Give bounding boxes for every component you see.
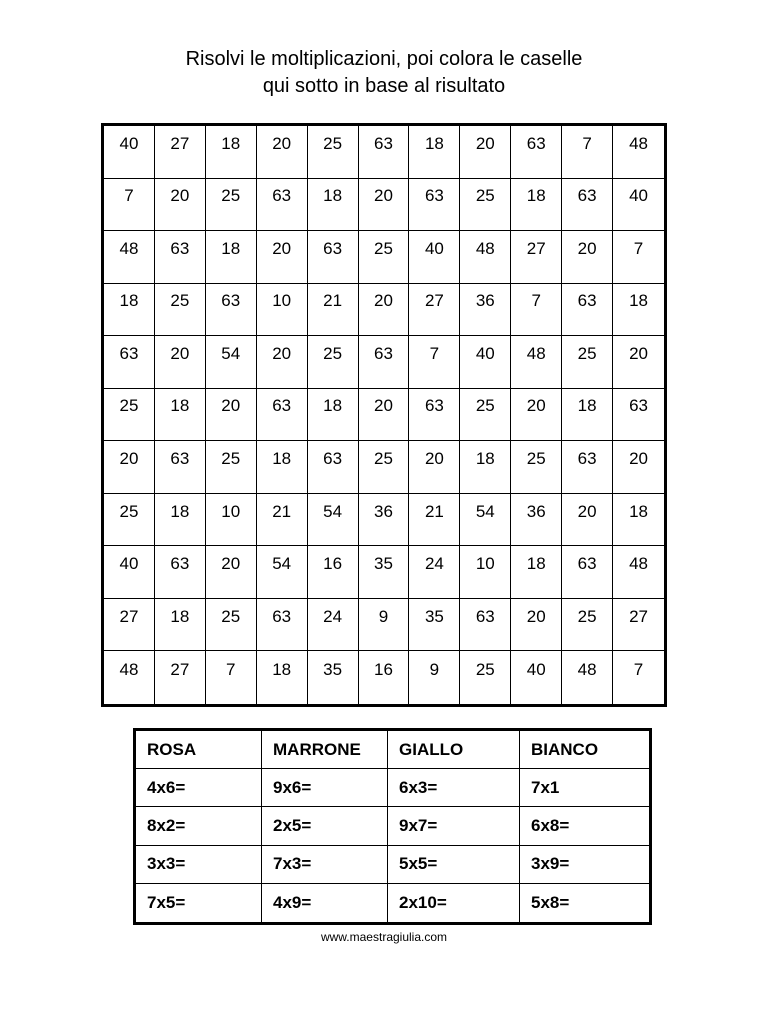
key-cell: 6x3= [388, 769, 520, 807]
grid-cell[interactable]: 48 [104, 651, 155, 704]
key-cell: 9x6= [262, 769, 388, 807]
grid-cell[interactable]: 35 [409, 599, 460, 652]
grid-cell[interactable]: 18 [308, 389, 359, 442]
grid-cell[interactable]: 24 [308, 599, 359, 652]
grid-cell[interactable]: 20 [613, 336, 664, 389]
grid-cell[interactable]: 7 [511, 284, 562, 337]
grid-cell[interactable]: 25 [206, 179, 257, 232]
grid-cell[interactable]: 25 [206, 441, 257, 494]
key-header-giallo: GIALLO [388, 731, 520, 769]
grid-cell[interactable]: 63 [104, 336, 155, 389]
grid-cell[interactable]: 63 [155, 546, 206, 599]
grid-cell[interactable]: 9 [359, 599, 410, 652]
grid-cell[interactable]: 63 [308, 231, 359, 284]
instructions-title [0, 46, 768, 100]
key-cell: 2x5= [262, 807, 388, 845]
grid-cell[interactable]: 20 [206, 546, 257, 599]
grid-cell[interactable]: 48 [562, 651, 613, 704]
grid-cell[interactable]: 63 [155, 231, 206, 284]
number-grid [101, 123, 667, 707]
key-cell: 6x8= [520, 807, 649, 845]
grid-cell[interactable]: 27 [613, 599, 664, 652]
grid-cell[interactable]: 25 [104, 389, 155, 442]
grid-cell[interactable]: 18 [206, 126, 257, 179]
grid-cell[interactable]: 18 [155, 389, 206, 442]
grid-cell[interactable]: 16 [308, 546, 359, 599]
grid-cell[interactable]: 54 [206, 336, 257, 389]
grid-cell[interactable]: 10 [460, 546, 511, 599]
key-header-rosa: ROSA [136, 731, 262, 769]
grid-cell[interactable]: 18 [511, 546, 562, 599]
grid-cell[interactable]: 35 [359, 546, 410, 599]
grid-cell[interactable]: 54 [257, 546, 308, 599]
grid-cell[interactable]: 20 [460, 126, 511, 179]
grid-cell[interactable]: 63 [155, 441, 206, 494]
grid-cell[interactable]: 20 [562, 231, 613, 284]
grid-cell[interactable]: 20 [206, 389, 257, 442]
grid-cell[interactable]: 20 [359, 389, 410, 442]
grid-cell[interactable]: 20 [562, 494, 613, 547]
grid-cell[interactable]: 40 [104, 546, 155, 599]
grid-cell[interactable]: 40 [409, 231, 460, 284]
grid-cell[interactable]: 63 [409, 389, 460, 442]
key-cell: 2x10= [388, 884, 520, 922]
key-cell: 7x3= [262, 846, 388, 884]
grid-cell[interactable]: 25 [155, 284, 206, 337]
grid-cell[interactable]: 20 [511, 389, 562, 442]
key-cell: 7x1 [520, 769, 649, 807]
grid-cell[interactable]: 48 [613, 546, 664, 599]
grid-cell[interactable]: 20 [359, 179, 410, 232]
instructions-line-2: qui sotto in base al risultato [262, 75, 506, 97]
grid-cell[interactable]: 27 [155, 651, 206, 704]
grid-cell[interactable]: 48 [613, 126, 664, 179]
grid-cell[interactable]: 18 [613, 284, 664, 337]
grid-cell[interactable]: 48 [104, 231, 155, 284]
grid-cell[interactable]: 63 [257, 179, 308, 232]
grid-cell[interactable]: 35 [308, 651, 359, 704]
key-cell: 4x6= [136, 769, 262, 807]
key-header-bianco: BIANCO [520, 731, 649, 769]
grid-cell[interactable]: 20 [104, 441, 155, 494]
grid-cell[interactable]: 27 [409, 284, 460, 337]
grid-cell[interactable]: 25 [308, 126, 359, 179]
grid-cell[interactable]: 63 [359, 126, 410, 179]
grid-cell[interactable]: 10 [257, 284, 308, 337]
grid-cell[interactable]: 40 [511, 651, 562, 704]
grid-cell[interactable]: 9 [409, 651, 460, 704]
grid-cell[interactable]: 25 [460, 651, 511, 704]
grid-cell[interactable]: 25 [562, 599, 613, 652]
grid-cell[interactable]: 21 [409, 494, 460, 547]
grid-cell[interactable]: 25 [104, 494, 155, 547]
grid-cell[interactable]: 25 [359, 231, 410, 284]
grid-cell[interactable]: 18 [257, 651, 308, 704]
grid-cell[interactable]: 63 [562, 441, 613, 494]
grid-cell[interactable]: 25 [206, 599, 257, 652]
grid-cell[interactable]: 20 [359, 284, 410, 337]
key-cell: 8x2= [136, 807, 262, 845]
grid-cell[interactable]: 54 [308, 494, 359, 547]
key-cell: 7x5= [136, 884, 262, 922]
grid-cell[interactable]: 7 [633, 659, 644, 679]
grid-cell[interactable]: 10 [206, 494, 257, 547]
grid-cell[interactable]: 18 [562, 389, 613, 442]
grid-cell[interactable]: 18 [409, 126, 460, 179]
grid-cell[interactable]: 25 [460, 389, 511, 442]
grid-cell[interactable]: 24 [409, 546, 460, 599]
grid-cell[interactable]: 16 [359, 651, 410, 704]
grid-cell[interactable]: 21 [257, 494, 308, 547]
grid-cell[interactable]: 18 [308, 179, 359, 232]
key-cell: 3x9= [520, 846, 649, 884]
grid-cell[interactable]: 63 [562, 546, 613, 599]
grid-cell[interactable]: 25 [562, 336, 613, 389]
grid-cell[interactable]: 63 [460, 599, 511, 652]
grid-cell[interactable]: 18 [155, 494, 206, 547]
key-cell: 4x9= [262, 884, 388, 922]
grid-cell[interactable]: 27 [511, 231, 562, 284]
grid-cell[interactable]: 63 [613, 389, 664, 442]
grid-cell[interactable]: 63 [409, 179, 460, 232]
grid-cell[interactable]: 27 [155, 126, 206, 179]
grid-cell[interactable]: 7 [562, 126, 613, 179]
grid-cell[interactable]: 63 [562, 179, 613, 232]
grid-cell[interactable]: 18 [206, 231, 257, 284]
grid-cell[interactable]: 63 [257, 389, 308, 442]
grid-cell[interactable]: 7 [104, 179, 155, 232]
grid-cell[interactable]: 20 [409, 441, 460, 494]
key-cell: 5x8= [531, 892, 570, 912]
grid-cell[interactable]: 7 [409, 336, 460, 389]
grid-cell[interactable]: 63 [206, 284, 257, 337]
grid-cell[interactable]: 63 [308, 441, 359, 494]
grid-cell[interactable]: 18 [155, 599, 206, 652]
grid-cell[interactable]: 7 [613, 231, 664, 284]
key-header-marrone: MARRONE [262, 731, 388, 769]
grid-cell[interactable]: 40 [613, 179, 664, 232]
grid-cell[interactable]: 7 [206, 651, 257, 704]
grid-cell[interactable]: 54 [460, 494, 511, 547]
grid-cell[interactable]: 63 [562, 284, 613, 337]
grid-cell[interactable]: 18 [613, 494, 664, 547]
grid-cell[interactable]: 36 [511, 494, 562, 547]
grid-cell[interactable]: 20 [155, 336, 206, 389]
key-cell: 3x3= [136, 846, 262, 884]
grid-cell[interactable]: 63 [257, 599, 308, 652]
grid-cell[interactable]: 20 [257, 231, 308, 284]
key-cell: 5x5= [388, 846, 520, 884]
grid-cell[interactable]: 48 [511, 336, 562, 389]
grid-cell[interactable]: 18 [511, 179, 562, 232]
grid-cell[interactable]: 18 [257, 441, 308, 494]
grid-cell[interactable]: 20 [155, 179, 206, 232]
instructions-line-1: Risolvi le moltiplicazioni, poi colora le caselle [185, 48, 583, 70]
grid-cell[interactable]: 20 [257, 126, 308, 179]
grid-cell[interactable]: 18 [460, 441, 511, 494]
grid-cell[interactable]: 20 [511, 599, 562, 652]
grid-cell[interactable]: 63 [359, 336, 410, 389]
grid-cell[interactable]: 21 [308, 284, 359, 337]
grid-cell[interactable]: 63 [511, 126, 562, 179]
grid-cell[interactable]: 27 [104, 599, 155, 652]
grid-cell[interactable]: 20 [613, 441, 664, 494]
website-footer: www.maestragiulia.com [320, 930, 448, 944]
grid-cell[interactable]: 48 [460, 231, 511, 284]
multiplication-key-table [133, 728, 652, 925]
grid-cell[interactable]: 36 [460, 284, 511, 337]
grid-cell[interactable]: 25 [308, 336, 359, 389]
grid-cell[interactable]: 20 [257, 336, 308, 389]
grid-cell[interactable]: 36 [359, 494, 410, 547]
grid-cell[interactable]: 25 [460, 179, 511, 232]
grid-cell[interactable]: 18 [104, 284, 155, 337]
grid-cell[interactable]: 25 [359, 441, 410, 494]
grid-cell[interactable]: 40 [460, 336, 511, 389]
key-cell: 9x7= [388, 807, 520, 845]
grid-cell[interactable]: 40 [104, 126, 155, 179]
grid-cell[interactable]: 25 [511, 441, 562, 494]
